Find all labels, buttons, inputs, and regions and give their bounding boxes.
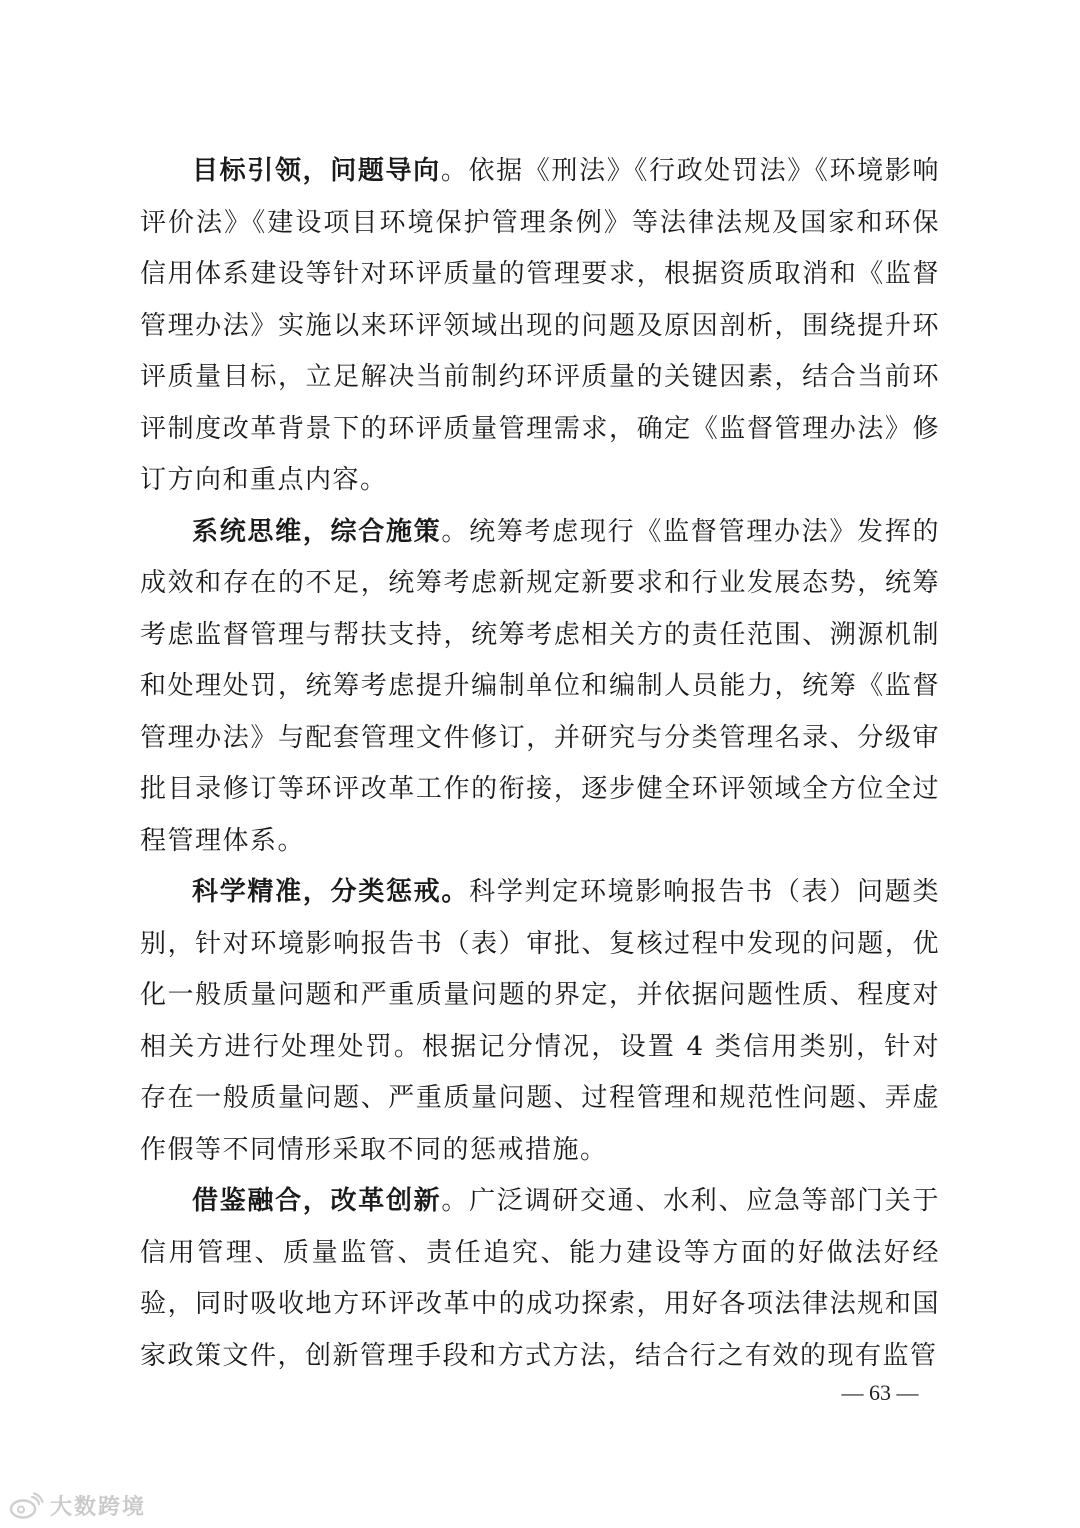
paragraph-lead: 借鉴融合，改革创新 — [192, 1186, 442, 1216]
weibo-logo-icon — [8, 1492, 44, 1520]
paragraph-body: 。依据《刑法》《行政处罚法》《环境影响评价法》《建设项目环境保护管理条例》等法律法规及国家和环保信用体系建设等针对环评质量的管理要求，根据资质取消和《监督管理办法》实施以来环评领域出现的问题及原因剖析，围绕提升环评质量目标，立足解决当前制约环评质量的关键因素，结合当前环评制度改革背景下的环评质量管理需求，确定《监督管理办法》修订方向和重点内容。 — [140, 156, 940, 495]
document-page — [140, 146, 940, 1382]
paragraph-lead: 科学精准，分类惩戒。 — [192, 877, 470, 907]
paragraph-body: 。统筹考虑现行《监督管理办法》发挥的成效和存在的不足，统筹考虑新规定新要求和行业发展态势，统筹考虑监督管理与帮扶支持，统筹考虑相关方的责任范围、溯源机制和处理处罚，统筹考虑提升编制单位和编制人员能力，统筹《监督管理办法》与配套管理文件修订，并研究与分类管理名录、分级审批目录修订等环评改革工作的衔接，逐步健全环评领域全方位全过程管理体系。 — [140, 516, 940, 856]
paragraph-lead: 系统思维，综合施策 — [192, 516, 442, 547]
paragraph-systematic-thinking — [140, 507, 940, 868]
paragraph-body: 科学判定环境影响报告书（表）问题类别，针对环境影响报告书（表）审批、复核过程中发现的问题，优化一般质量问题和严重质量问题的界定，并依据问题性质、程度对相关方进行处理处罚。根据记分情况，设置 4 类信用类别，针对存在一般质量问题、严重质量问题、过程管理和规范性问题、弄虚作假等不同情形采取不同的惩戒措施。 — [140, 877, 940, 1165]
paragraph-reform-innovation — [140, 1176, 940, 1382]
watermark — [8, 1490, 146, 1521]
paragraph-scientific-precision — [140, 867, 940, 1176]
paragraph-lead: 目标引领，问题导向 — [192, 156, 441, 186]
paragraph-body: 。广泛调研交通、水利、应急等部门关于信用管理、质量监管、责任追究、能力建设等方面的好做法好经验，同时吸收地方环评改革中的成功探索，用好各项法律法规和国家政策文件，创新管理手段和方式方法，结合行之有效的现有监管 — [140, 1186, 940, 1371]
paragraph-goal-guidance — [140, 146, 940, 507]
watermark-text: 大数跨境 — [50, 1495, 147, 1520]
page-number: — 63 — — [841, 1380, 919, 1405]
